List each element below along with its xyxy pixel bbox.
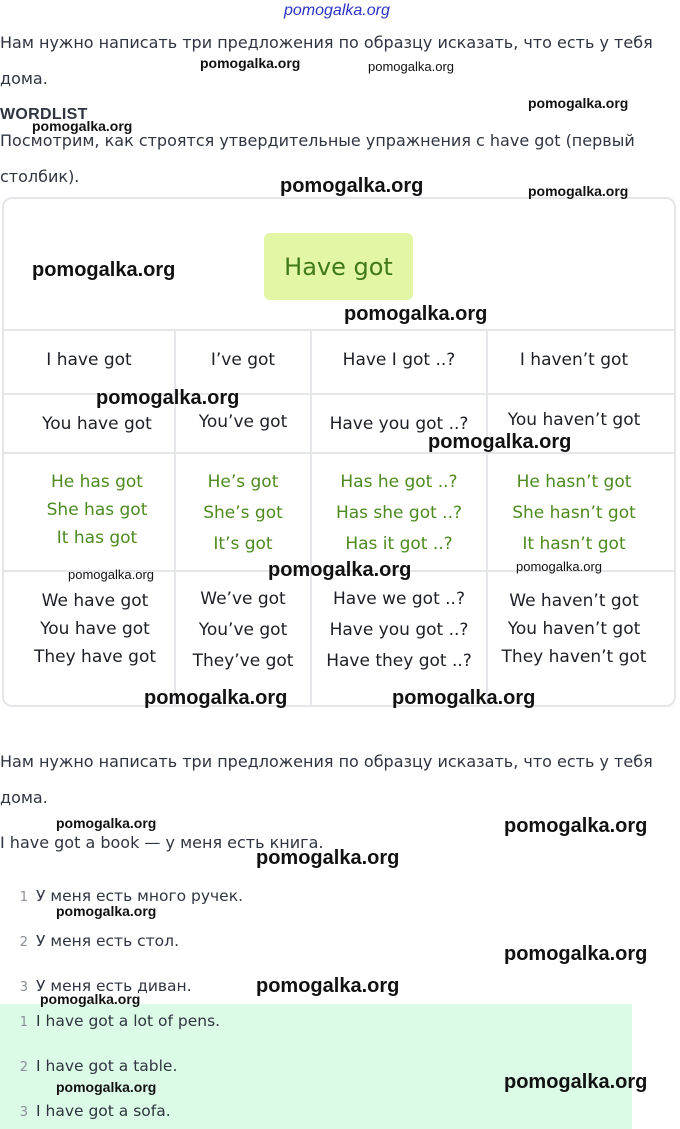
- watermark: pomogalka.org: [280, 175, 424, 197]
- table-cell: You haven’t got: [507, 410, 641, 430]
- watermark: pomogalka.org: [504, 943, 648, 965]
- table-divider: [4, 452, 676, 454]
- table-cell: We haven’t got You haven’t got They haven’t got: [501, 591, 647, 667]
- list-item: 1 У меня есть много ручек.: [19, 887, 243, 905]
- wordlist-heading: WORDLIST: [0, 106, 88, 123]
- watermark: pomogalka.org: [68, 567, 154, 582]
- table-cell: We’ve got You’ve got They’ve got: [192, 589, 294, 671]
- task-line-1: Нам нужно написать три предложения по образцу исказать, что есть у тебя: [0, 752, 653, 771]
- watermark: pomogalka.org: [392, 687, 536, 709]
- task-line-2: дома.: [0, 788, 48, 807]
- watermark: pomogalka.org: [32, 118, 133, 134]
- intro-line-2: дома.: [0, 69, 48, 88]
- table-cell: Have you got ..?: [329, 414, 469, 434]
- watermark: pomogalka.org: [144, 687, 288, 709]
- watermark: pomogalka.org: [56, 1079, 157, 1095]
- watermark: pomogalka.org: [284, 2, 390, 19]
- watermark: pomogalka.org: [268, 559, 412, 581]
- watermark: pomogalka.org: [368, 59, 454, 74]
- table-cell: I haven’t got: [519, 350, 629, 370]
- table-cell: You have got: [42, 414, 152, 434]
- explain-line-2: столбик).: [0, 167, 80, 186]
- watermark: pomogalka.org: [256, 975, 400, 997]
- watermark: pomogalka.org: [32, 259, 176, 281]
- watermark: pomogalka.org: [428, 431, 572, 453]
- watermark: pomogalka.org: [344, 303, 488, 325]
- table-cell: He hasn’t got She hasn’t got It hasn’t got: [512, 472, 636, 554]
- table-cell: Have I got ..?: [342, 350, 456, 370]
- table-cell: You’ve got: [198, 412, 288, 432]
- watermark: pomogalka.org: [504, 1071, 648, 1093]
- intro-line-1: Нам нужно написать три предложения по образцу исказать, что есть у тебя: [0, 33, 653, 52]
- watermark: pomogalka.org: [40, 991, 141, 1007]
- watermark: pomogalka.org: [56, 903, 157, 919]
- table-cell: I have got: [46, 350, 132, 370]
- table-header-have-got: Have got: [264, 233, 413, 300]
- watermark: pomogalka.org: [516, 559, 602, 574]
- answer-item: 1 I have got a lot of pens.: [19, 1012, 221, 1030]
- table-cell: Have we got ..? Have you got ..? Have they got ..?: [326, 589, 472, 671]
- watermark: pomogalka.org: [56, 815, 157, 831]
- watermark: pomogalka.org: [528, 183, 629, 199]
- task-example: I have got a book — у меня есть книга.: [0, 833, 324, 852]
- table-cell: I’ve got: [210, 350, 276, 370]
- table-cell: We have got You have got They have got: [33, 591, 157, 667]
- table-cell: He has got She has got It has got: [46, 472, 148, 548]
- table-cell: He’s got She’s got It’s got: [203, 472, 283, 554]
- table-cell: Has he got ..? Has she got ..? Has it got ..?: [335, 472, 463, 554]
- list-item: 2 У меня есть стол.: [19, 932, 180, 950]
- watermark: pomogalka.org: [256, 847, 400, 869]
- answer-item: 2 I have got a table.: [19, 1057, 178, 1075]
- watermark: pomogalka.org: [528, 95, 629, 111]
- table-divider: [4, 329, 676, 331]
- list-item: 3 У меня есть диван.: [19, 977, 192, 995]
- watermark: pomogalka.org: [504, 815, 648, 837]
- explain-line-1: Посмотрим, как строятся утвердительные упражнения с have got (первый: [0, 131, 635, 150]
- task-paragraph: [0, 744, 660, 816]
- watermark: pomogalka.org: [96, 387, 240, 409]
- intro-paragraph: [0, 25, 660, 97]
- watermark: pomogalka.org: [200, 55, 301, 71]
- answer-item: 3 I have got a sofa.: [19, 1102, 171, 1120]
